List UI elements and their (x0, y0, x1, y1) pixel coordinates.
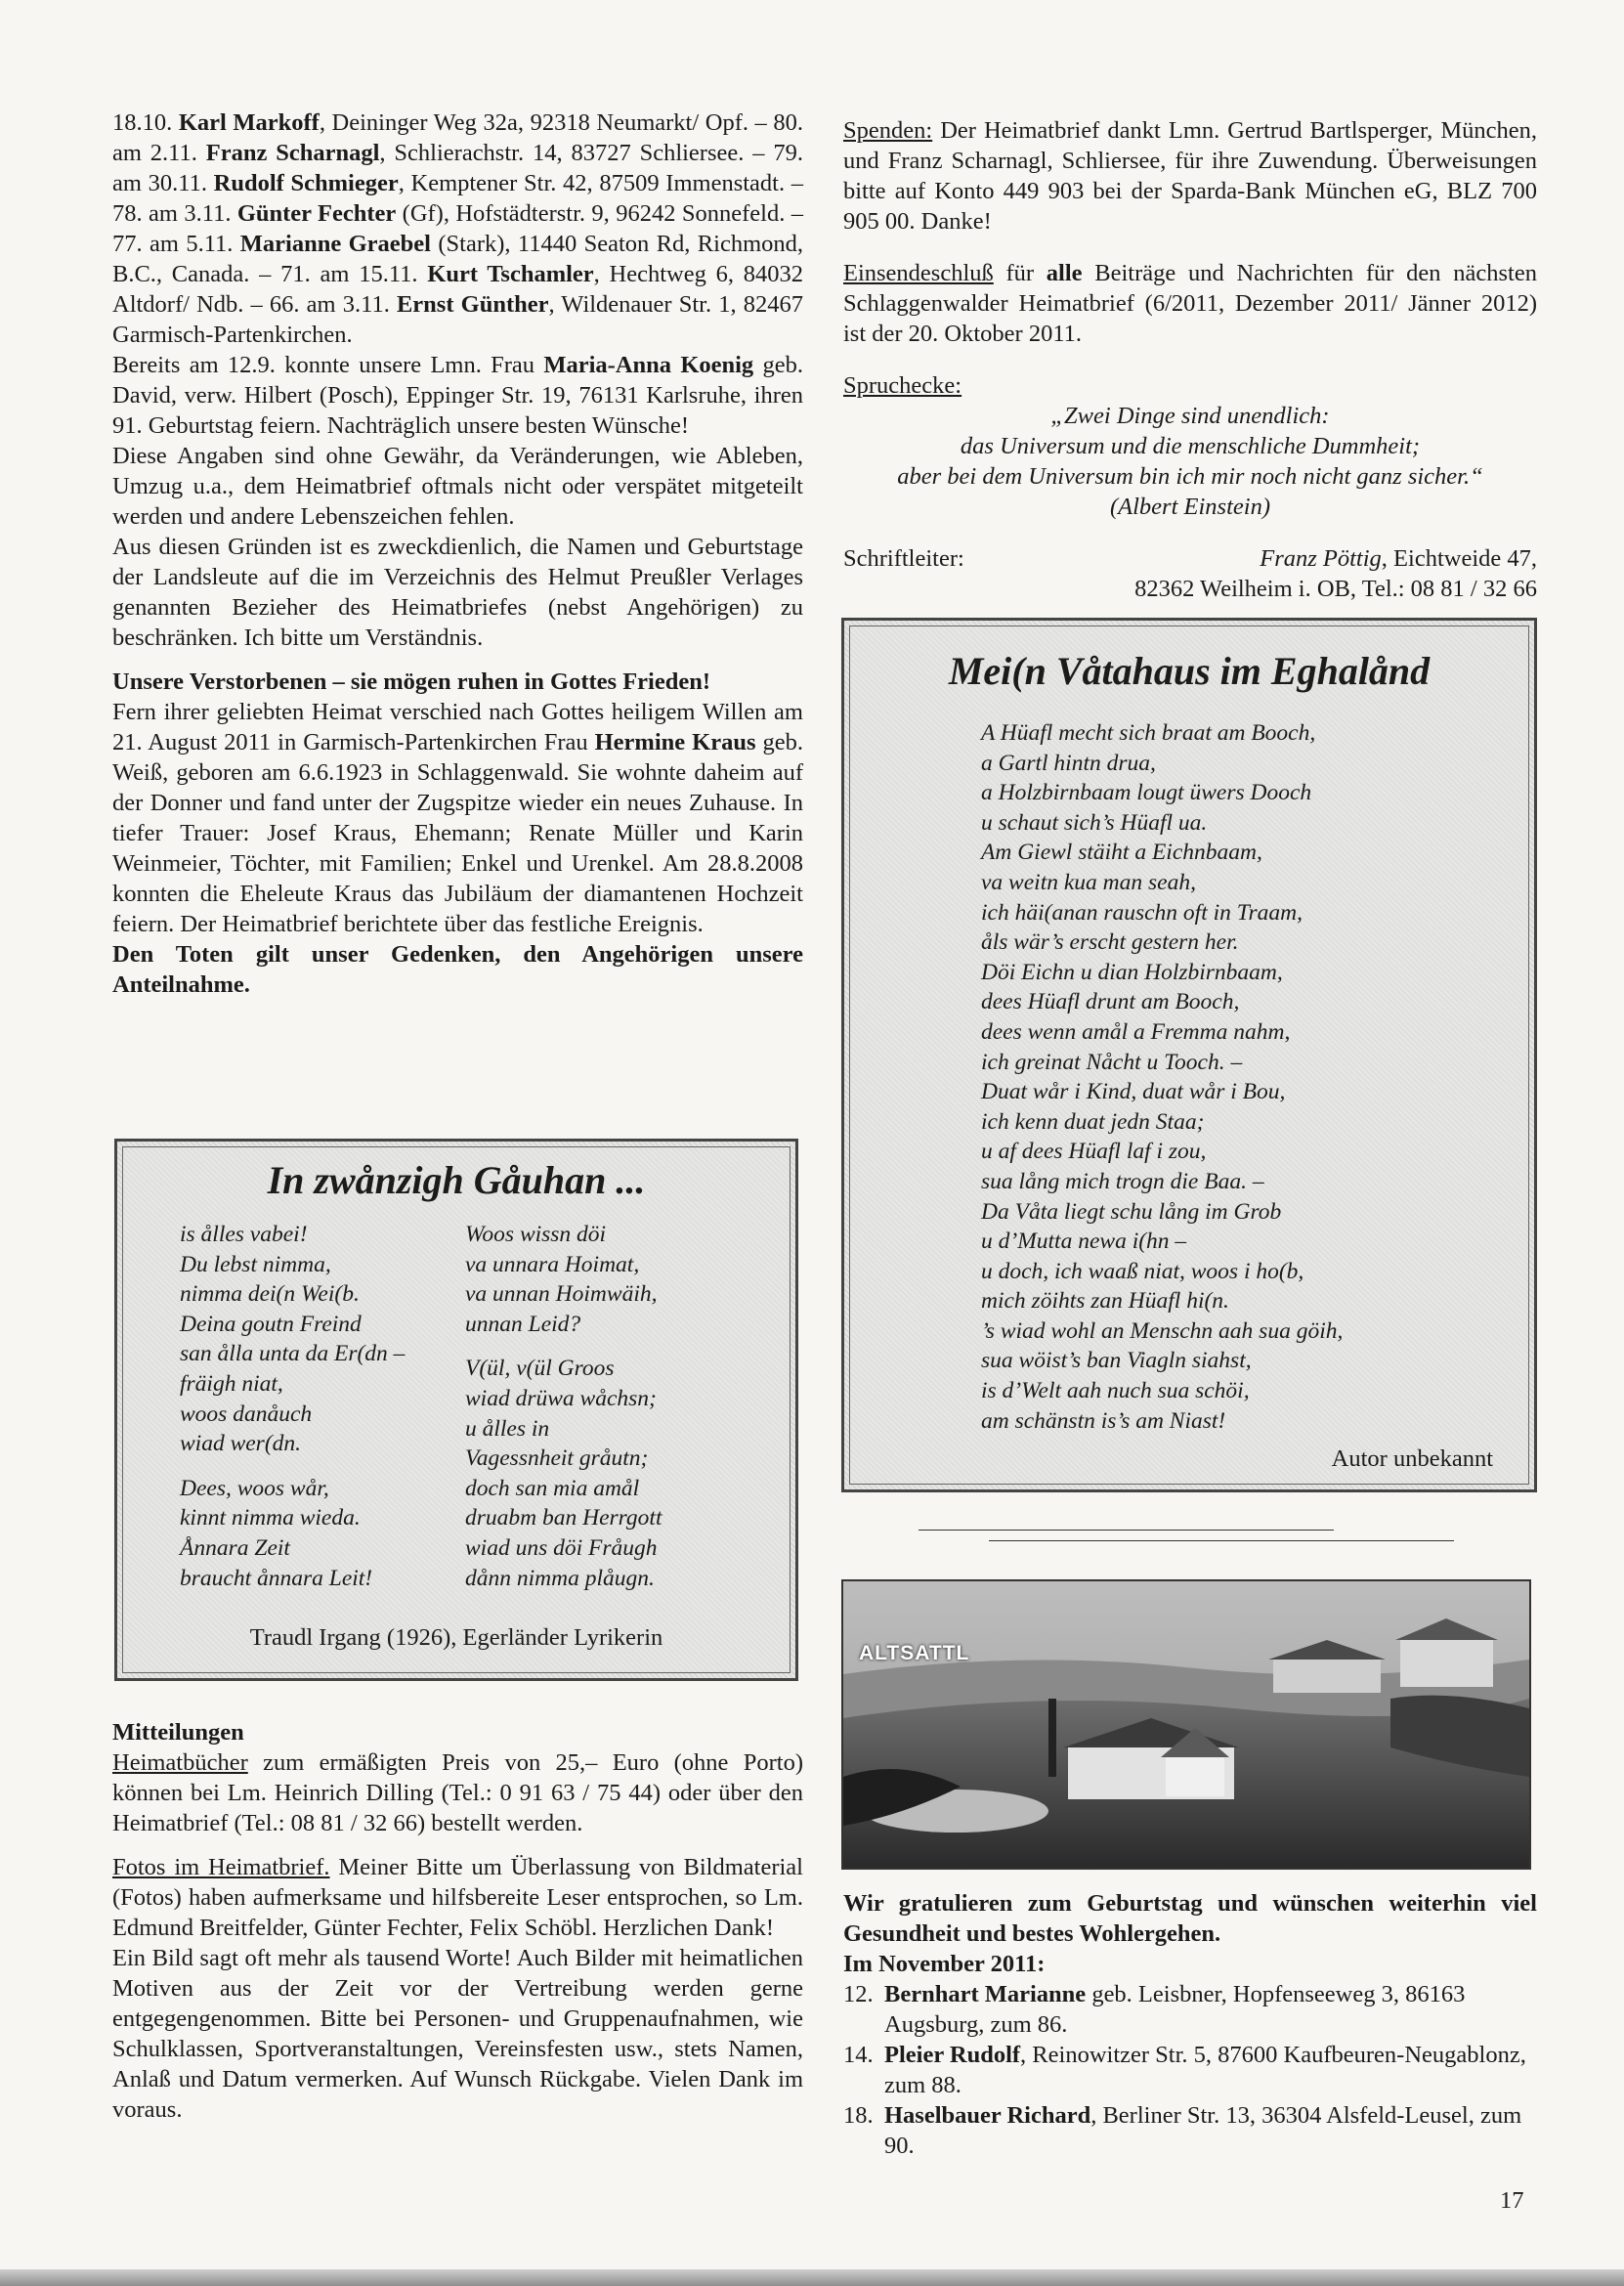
poem-line: ’s wiad wohl an Menschn aah sua göih, (981, 1317, 1344, 1344)
photo-caption: ALTSATTL (859, 1642, 970, 1664)
poem-line: wiad wer(dn. (180, 1431, 302, 1457)
poem-title: Mei(n Våtahaus im Eghalånd (948, 649, 1431, 693)
heimatbuecher-note: Heimatbücher zum ermäßigten Preis von 25,– Euro (ohne Porto) können bei Lm. Heinrich Dilling (Tel.: 0 91 63 / 75 44) oder über den Heimatbrief (Tel.: 08 81 / 32 66) bestellt werden. (112, 1749, 803, 1836)
mitteilungen-section (112, 1717, 803, 2125)
obituary-heading: Unsere Verstorbenen – sie mögen ruhen in Gottes Frieden! (112, 669, 710, 695)
quote-line: aber bei dem Universum bin ich mir noch nicht ganz sicher.“ (897, 463, 1483, 490)
poem-line: woos danåuch (180, 1401, 313, 1427)
fotos-note: Fotos im Heimatbrief. Meiner Bitte um Überlassung von Bildmaterial (Fotos) haben aufmerksame und hilfsbereite Leser entsprochen, so Lm. Edmund Breitfelder, Günter Fechter, Felix Schöbl. Herzlichen Dank! (112, 1854, 803, 1941)
poem-stanza (465, 1354, 662, 1593)
poem-title: In zwånzigh Gåuhan ... (267, 1158, 646, 1202)
birthday-details: , Berliner Str. 13, 36304 Alsfeld-Leusel, zum 90. (884, 2102, 1522, 2159)
poem-line: u doch, ich waaß niat, woos i ho(b, (981, 1258, 1304, 1284)
poem-author: Autor unbekannt (1331, 1445, 1493, 1472)
divider-line (989, 1540, 1454, 1541)
page-number: 17 (1500, 2187, 1524, 2214)
birthday-text (884, 2040, 1537, 2100)
poem-line: Vagessnheit gråutn; (465, 1445, 649, 1472)
poem-line: a Holzbirnbaam lougt üwers Dooch (981, 780, 1312, 806)
poem-line: nimma dei(n Wei(b. (180, 1281, 360, 1308)
birthday-day: 12. (843, 1981, 874, 2007)
poem-line: Duat wår i Kind, duat wår i Bou, (981, 1079, 1286, 1105)
birthday-list-continued: 18.10. Karl Markoff, Deininger Weg 32a, 92318 Neumarkt/ Opf. – 80. am 2.11. Franz Scharnagl, Schlierachstr. 14, 83727 Schliersee. – 79. am 30.11. Rudolf Schmieger, Kemptener Str. 42, 87509 Immenstadt. – 78. am 3.11. Günter Fechter (Gf), Hofstädterstr. 9, 96242 Sonnefeld. – 77. am 5.11. Marianne Graebel (Stark), 11440 Seaton Rd, Richmond, B.C., Canada. – 71. am 15.11. Kurt Tschamler, Hechtweg 6, 84032 Altdorf/ Ndb. – 66. am 3.11. Ernst Günther, Wildenauer Str. 1, 82467 Garmisch-Partenkirchen. (112, 109, 804, 348)
birthday-month: Im November 2011: (843, 1951, 1046, 1977)
birthday-name: Pleier Rudolf (884, 2042, 1021, 2068)
poem-author: Traudl Irgang (1926), Egerländer Lyrikerin (249, 1624, 663, 1651)
schriftleiter-name: Franz Pöttig (1260, 545, 1382, 572)
directory-note: Aus diesen Gründen ist es zweckdienlich, die Namen und Geburtstage der Landsleute auf die im Verzeichnis des Helmut Preußler Verlages genannten Bezieher des Heimatbriefes (nebst Angehörigen) zu beschränken. Ich bitte um Verständnis. (112, 534, 803, 651)
divider-line (919, 1530, 1334, 1531)
birthday-section (843, 1888, 1537, 2161)
einsendeschluss-note: Einsendeschluß für alle Beiträge und Nachrichten für den nächsten Schlaggenwalder Heimatbrief (6/2011, Dezember 2011/ Jänner 2012) ist der 20. Oktober 2011. (843, 260, 1537, 347)
birthday-entry (843, 2040, 1537, 2100)
birthday-name: Haselbauer Richard (884, 2102, 1091, 2129)
poem-line: sua wöist’s ban Viagln siahst, (981, 1348, 1252, 1374)
poem-line: druabm ban Herrgott (465, 1505, 662, 1531)
poem-line: va unnara Hoimat, (465, 1251, 640, 1277)
mitteilungen-heading: Mitteilungen (112, 1719, 244, 1746)
poem-box-in-zwanzigh-gauhan (114, 1139, 798, 1681)
poem-line: Döi Eichn u dian Holzbirnbaam, (981, 959, 1283, 985)
poem-line: Da Våta liegt schu lång im Grob (981, 1198, 1282, 1225)
altsattl-photo (841, 1579, 1531, 1870)
poem-line: A Hüafl mecht sich braat am Booch, (981, 720, 1316, 746)
poem-column-2 (465, 1220, 662, 1608)
poem-line: braucht ånnara Leit! (180, 1565, 373, 1591)
obituary-text: Fern ihrer geliebten Heimat verschied nach Gottes heiligem Willen am 21. August 2011 in Garmisch-Partenkirchen Frau Hermine Kraus geb. Weiß, geboren am 6.6.1923 in Schlaggenwald. Sie wohnte daheim auf der Donner und fand unter der Zugspitze wieder ein neues Zuhause. In tiefer Trauer: Josef Kraus, Ehemann; Renate Müller und Karin Weinmeier, Töchter, mit Familien; Enkel und Urenkel. Am 28.8.2008 konnten die Eheleute Kraus das Jubiläum der diamantenen Hochzeit feiern. Der Heimatbrief berichtete über das festliche Ereignis. (112, 699, 804, 937)
birthday-name: Bernhart Marianne (884, 1981, 1087, 2007)
poem-line: wiad uns döi Fråugh (465, 1534, 658, 1561)
poem-line: va weitn kua man seah, (981, 869, 1196, 895)
poem-line: a Gartl hintn drua, (981, 750, 1156, 776)
poem-line: wiad drüwa wåchsn; (465, 1385, 657, 1411)
poem-line: fräigh niat, (180, 1370, 283, 1397)
right-column (843, 115, 1537, 604)
poem-line: is ålles vabei! (180, 1222, 308, 1247)
poem-line: u d’Mutta newa i(hn – (981, 1229, 1187, 1255)
poem-line: Dees, woos wår, (180, 1475, 329, 1501)
birthday-details: , Reinowitzer Str. 5, 87600 Kaufbeuren-Neugablonz, zum 88. (884, 2042, 1526, 2098)
poem-line: u af dees Hüafl laf i zou, (981, 1139, 1207, 1165)
poem-line: u ålles in (465, 1415, 550, 1442)
poem-line: sua lång mich trogn die Baa. – (981, 1168, 1264, 1194)
birthday-details: geb. Leisbner, Hopfenseeweg 3, 86163 Augsburg, zum 86. (884, 1981, 1466, 2038)
scan-edge (0, 2269, 1624, 2286)
birthday-text (884, 1979, 1537, 2040)
poem-line: Woos wissn döi (465, 1222, 607, 1247)
birthday-entry (843, 2100, 1537, 2161)
poem-line: am schänstn is’s am Niast! (981, 1407, 1226, 1434)
poem-column-1 (180, 1220, 405, 1608)
birthday-entry (843, 1979, 1537, 2040)
birthday-day: 18. (843, 2102, 874, 2129)
poem-line: va unnan Hoimwäih, (465, 1281, 658, 1308)
poem-stanza (180, 1474, 405, 1593)
poem-line: Deina goutn Freind (180, 1311, 362, 1337)
altsattl-photo-drawing (843, 1581, 1529, 1868)
poem-line: Du lebst nimma, (180, 1251, 331, 1277)
poem-line: åls wär’s erscht gestern her. (981, 929, 1239, 956)
poem-line: ich greinat Nåcht u Tooch. – (981, 1049, 1243, 1075)
poem-line: unnan Leid? (465, 1311, 581, 1337)
poem-line: doch san mia amål (465, 1475, 640, 1501)
poem-lines (981, 718, 1343, 1436)
birthday-text (884, 2100, 1537, 2161)
quote-line: das Universum und die menschliche Dummheit; (960, 433, 1421, 459)
poem-line: is d’Welt aah nuch sua schöi, (981, 1378, 1250, 1404)
poem-stanza (180, 1220, 405, 1459)
poem-line: u schaut sich’s Hüafl ua. (981, 809, 1208, 836)
spruchecke-heading: Spruchecke: (843, 372, 962, 399)
poem-line: dees Hüafl drunt am Booch, (981, 989, 1240, 1015)
poem-box-vatahaus (841, 618, 1537, 1492)
birthday-day: 14. (843, 2042, 874, 2068)
poem-line: Ånnara Zeit (180, 1534, 290, 1561)
schriftleiter-address-1: , Eichtweide 47, (1381, 545, 1537, 572)
spruchecke-quote (843, 401, 1537, 522)
quote-line: „Zwei Dinge sind unendlich: (1050, 403, 1330, 429)
poem-line: dees wenn amål a Fremma nahm, (981, 1018, 1291, 1045)
spenden-note: Spenden: Der Heimatbrief dankt Lmn. Gertrud Bartlsperger, München, und Franz Scharnagl, Schliersee, für ihre Zuwendung. Überweisungen bitte auf Konto 449 903 bei der Sparda-Bank München eG, BLZ 700 905 00. Danke! (843, 117, 1537, 235)
poem-line: ich kenn duat jedn Staa; (981, 1108, 1205, 1135)
poem-line: Am Giewl stäiht a Eichnbaam, (981, 840, 1262, 866)
birthday-heading: Wir gratulieren zum Geburtstag und wünschen weiterhin viel Gesundheit und bestes Wohlergehen. (843, 1890, 1537, 1947)
quote-line: (Albert Einstein) (1110, 494, 1270, 520)
poem-line: ich häi(anan rauschn oft in Traam, (981, 899, 1303, 926)
poem-line: mich zöihts zan Hüafl hi(n. (981, 1288, 1229, 1315)
birthday-list (843, 1979, 1537, 2161)
disclaimer-text: Diese Angaben sind ohne Gewähr, da Veränderungen, wie Ableben, Umzug u.a., dem Heimatbrief oftmals nicht oder verspätet mitgeteilt werden und andere Lebenszeichen fehlen. (112, 443, 803, 530)
schriftleiter-address-2: 82362 Weilheim i. OB, Tel.: 08 81 / 32 66 (1134, 576, 1537, 602)
poem-line: V(ül, v(ül Groos (465, 1356, 615, 1382)
poem-line: kinnt nimma wieda. (180, 1505, 361, 1531)
schriftleiter-block (843, 543, 1537, 604)
poem-line: san ålla unta da Er(dn – (180, 1341, 406, 1367)
schriftleiter-label: Schriftleiter: (843, 545, 964, 572)
belated-birthday-note: Bereits am 12.9. konnte unsere Lmn. Frau Maria-Anna Koenig geb. David, verw. Hilbert (Posch), Eppinger Str. 19, 76131 Karlsruhe, ihren 91. Geburtstag feiern. Nachträglich unsere besten Wünsche! (112, 352, 803, 439)
poem-stanza (465, 1220, 662, 1339)
left-column (112, 108, 803, 1000)
poem-line: dånn nimma plåugn. (465, 1565, 655, 1591)
photo-request-text: Ein Bild sagt oft mehr als tausend Worte! Auch Bilder mit heimatlichen Motiven aus der Zeit vor der Vertreibung werden gerne entgegengenommen. Bitte bei Personen- und Gruppenaufnahmen, wie Schulklassen, Sportveranstaltungen, Vereinsfesten usw., stets Namen, Anlaß und Datum vermerken. Auf Wunsch Rückgabe. Vielen Dank im voraus. (112, 1945, 803, 2123)
obituary-closing: Den Toten gilt unser Gedenken, den Angehörigen unsere Anteilnahme. (112, 941, 803, 998)
